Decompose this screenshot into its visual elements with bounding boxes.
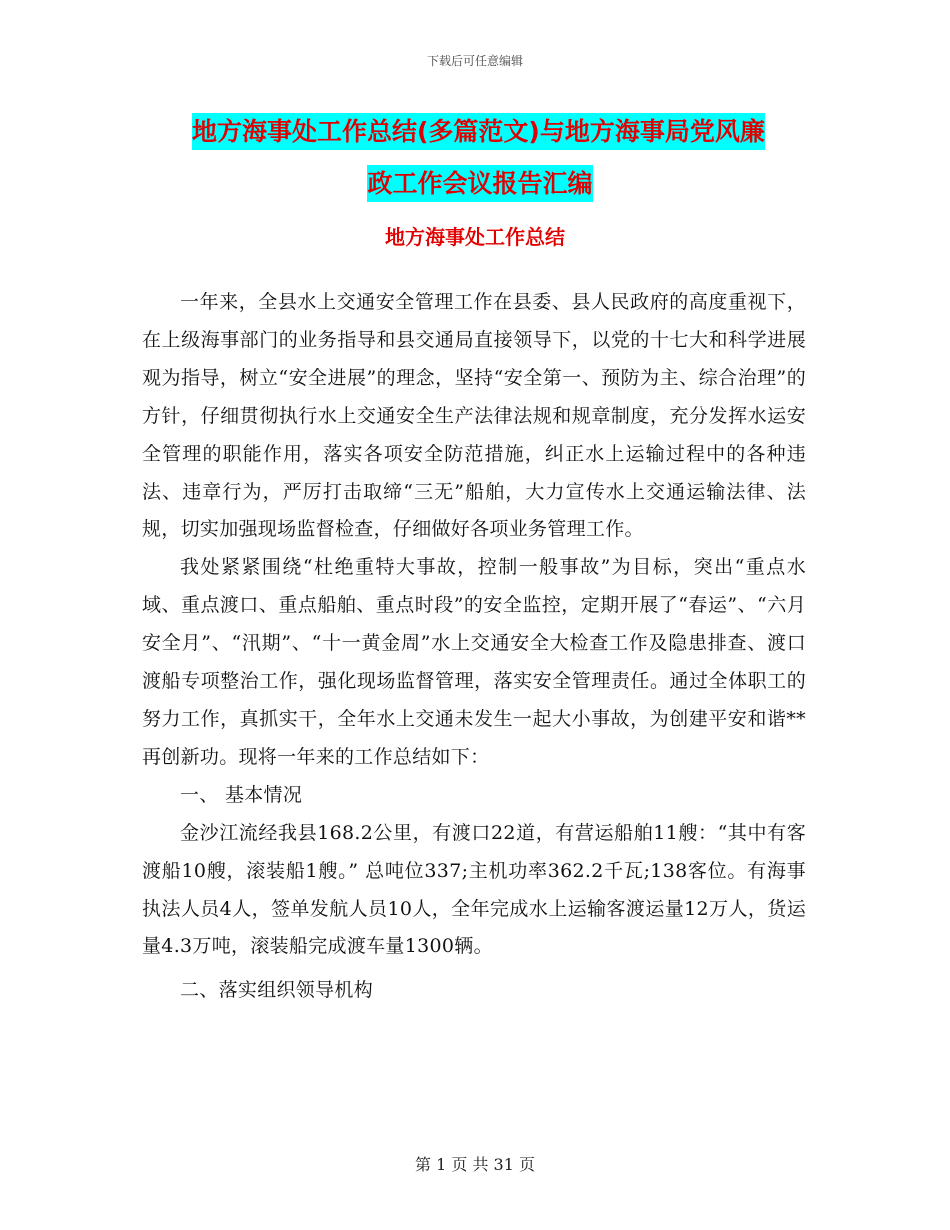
document-body	[142, 284, 806, 1010]
title-line-1: 地方海事处工作总结(多篇范文)与地方海事局党风廉	[140, 106, 820, 158]
page-footer: 第 1 页 共 31 页	[415, 1155, 535, 1174]
header-note: 下载后可任意编辑	[426, 54, 523, 68]
paragraph-basic-situation: 金沙江流经我县168.2公里，有渡口22道，有营运船舶11艘：“其中有客渡船10艘，滚装船1艘。” 总吨位337;主机功率362.2千瓦;138客位。有海事执法人员4人，签单发航人员10人，全年完成水上运输客渡运量12万人，货运量4.3万吨，滚装船完成渡车量1300辆。	[142, 821, 806, 958]
heading-organization: 二、落实组织领导机构	[180, 979, 374, 1002]
document-title	[140, 106, 820, 210]
heading-basic-situation: 一、 基本情况	[180, 783, 303, 806]
section-title: 地方海事处工作总结	[385, 225, 565, 249]
paragraph-goals: 我处紧紧围绕“杜绝重特大事故，控制一般事故”为目标，突出“重点水域、重点渡口、重点船舶、重点时段”的安全监控，定期开展了“春运”、“六月安全月”、“汛期”、“十一黄金周”水上交通安全大检查工作及隐患排查、渡口渡船专项整治工作，强化现场监督管理，落实安全管理责任。通过全体职工的努力工作，真抓实干，全年水上交通未发生一起大小事故，为创建平安和谐**再创新功。现将一年来的工作总结如下：	[142, 556, 806, 768]
title-line-2: 政工作会议报告汇编	[140, 158, 820, 210]
paragraph-intro: 一年来，全县水上交通安全管理工作在县委、县人民政府的高度重视下，在上级海事部门的业务指导和县交通局直接领导下，以党的十七大和科学进展观为指导，树立“安全进展”的理念，坚持“安全第一、预防为主、综合治理”的方针，仔细贯彻执行水上交通安全生产法律法规和规章制度，充分发挥水运安全管理的职能作用，落实各项安全防范措施，纠正水上运输过程中的各种违法、违章行为，严厉打击取缔“三无”船舶，大力宣传水上交通运输法律、法规，切实加强现场监督检查，仔细做好各项业务管理工作。	[142, 291, 806, 541]
